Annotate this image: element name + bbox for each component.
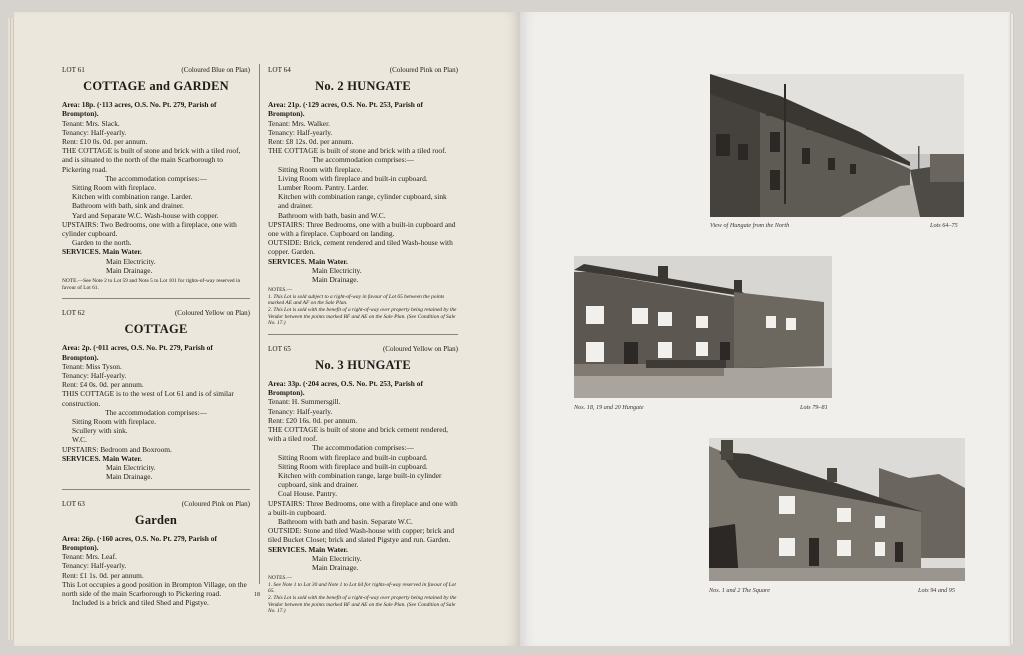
lot-line: Sitting Room with fireplace and built-in cupboard. (278, 461, 428, 471)
lot-note: NOTES.— (268, 287, 293, 294)
lot-notes (268, 575, 458, 615)
photo-lots-3: Lots 94 and 95 (918, 587, 955, 594)
lot-line: SERVICES. Main Water. (268, 256, 348, 266)
lot-line: The accommodation comprises:— (105, 407, 207, 417)
lot-line: UPSTAIRS: Bedroom and Boxroom. (62, 444, 172, 454)
lot-plan-colour: (Coloured Blue on Plan) (181, 66, 250, 74)
lot-block (62, 500, 250, 608)
lot-line: SERVICES. Main Water. (268, 544, 348, 554)
lot-note: 1. See Note 1 to Lot 30 and Note 1 to Lot 64 for rights-of-way reserved in favour of Lot 65. (268, 581, 456, 595)
lot-separator (62, 298, 250, 299)
lot-line: Included is a brick and tiled Shed and Pigstye. (72, 598, 209, 608)
lot-number: LOT 64 (268, 66, 291, 74)
lot-line: Kitchen with combination range, cylinder cupboard, sink and drainer. (278, 192, 447, 211)
lot-line: Bathroom with bath, basin and W.C. (278, 210, 386, 220)
lot-line: Tenancy: Half-yearly. (268, 127, 333, 137)
lot-line: Tenancy: Half-yearly. (62, 371, 127, 381)
lot-line: Area: 26p. (·160 acres, O.S. No. Pt. 279, Parish of Brompton). (62, 533, 217, 552)
lot-line: Area: 18p. (·113 acres, O.S. No. Pt. 279, Parish of Brompton). (62, 100, 217, 119)
lot-line: Rent: £1 1s. 0d. per annum. (62, 570, 144, 580)
lot-line: Area: 2p. (·011 acres, O.S. No. Pt. 279, Parish of Brompton). (62, 343, 213, 362)
column-right (268, 66, 458, 615)
lot-plan-colour: (Coloured Yellow on Plan) (174, 309, 250, 318)
lot-line: Coal House. Pantry. (278, 489, 338, 499)
lot-line: Main Drainage. (106, 472, 153, 482)
lot-line: THE COTTAGE is built of stone and brick with a tiled roof, and is situated to the north of the main Scarborough to Pickering road. (62, 146, 241, 174)
lot-number: LOT 65 (268, 344, 291, 353)
lot-line: Rent: £4 0s. 0d. per annum. (62, 380, 144, 390)
lot-line: Yard and Separate W.C. Wash-house with copper. (72, 210, 219, 220)
lot-block (268, 345, 458, 615)
lot-line: Kitchen with combination range, large built-in cylinder cupboard, sink and drainer. (278, 471, 442, 490)
photo-hungate-18-20 (574, 256, 832, 398)
lot-title: Garden (134, 512, 178, 527)
lot-separator (268, 334, 458, 335)
lot-separator (62, 489, 250, 490)
lot-plan-colour: (Coloured Yellow on Plan) (382, 344, 458, 353)
lot-line: Main Drainage. (312, 275, 359, 285)
page-number: 18 (254, 592, 260, 598)
lot-note: NOTE.—See Note 2 to Lot 59 and Note 5 to Lot 101 for rights-of-way reserved in favour of Lot 61. (62, 278, 241, 291)
lot-header (62, 500, 250, 509)
lot-line: SERVICES. Main Water. (62, 453, 142, 463)
lot-line: Kitchen with combination range. Larder. (72, 192, 193, 202)
lot-title: COTTAGE (124, 322, 188, 337)
lot-line: Area: 33p. (·204 acres, O.S. No. Pt. 253, Parish of Brompton). (268, 379, 423, 398)
lot-line: Sitting Room with fireplace. (278, 164, 363, 174)
lot-line: Sitting Room with fireplace. (72, 183, 157, 193)
photo-hungate-north (710, 74, 964, 217)
column-left (62, 66, 250, 607)
lot-block (62, 66, 250, 291)
lot-line: Living Room with fireplace and built-in cupboard. (278, 173, 428, 183)
lot-line: Rent: £8 12s. 0d. per annum. (268, 137, 354, 147)
lot-header (268, 66, 458, 75)
lot-line: SERVICES. Main Water. (62, 247, 142, 257)
lot-line: The accommodation comprises:— (105, 173, 207, 183)
photo-caption-1: View of Hungate from the North (710, 222, 790, 229)
lot-note: 1. This Lot is sold subject to a right-of-way in favour of Lot 65 between the points marked AE and AF on the Sale Plan. (268, 293, 445, 307)
lot-title: COTTAGE and GARDEN (83, 79, 229, 94)
lot-line: Bathroom with bath, sink and drainer. (72, 201, 184, 211)
lot-line: THE COTTAGE is built of stone and brick with a tiled roof. (268, 146, 447, 156)
page-edges-right (1008, 14, 1014, 644)
lot-line: Main Electricity. (312, 265, 362, 275)
photo-lots-1: Lots 64–75 (930, 222, 958, 229)
lot-line: UPSTAIRS: Three Bedrooms, one with a fireplace and one with a built-in cupboard. (268, 498, 458, 517)
lot-title: No. 2 HUNGATE (315, 79, 411, 94)
lot-line: OUTSIDE: Stone and tiled Wash-house with copper; brick and tiled Bucket Closet; brick and slated Pigstye and run. Garden. (268, 526, 455, 545)
lot-line: Tenancy: Half-yearly. (62, 561, 127, 571)
lot-notes (62, 278, 250, 291)
lot-line: Rent: £20 16s. 0d. per annum. (268, 415, 358, 425)
lot-notes (268, 287, 458, 327)
lot-number: LOT 63 (62, 499, 85, 508)
lot-line: UPSTAIRS: Two Bedrooms, one with a fireplace, one with cylinder cupboard. (62, 219, 237, 239)
lot-line: THIS COTTAGE is to the west of Lot 61 and is of similar construction. (62, 389, 234, 408)
photo-caption-2: Nos. 18, 19 and 20 Hungate (574, 404, 644, 411)
photo-the-square (709, 438, 965, 581)
lot-note: NOTES.— (268, 575, 293, 582)
lot-block (62, 309, 250, 481)
lot-line: Tenancy: Half-yearly. (62, 127, 127, 137)
lot-line: Garden to the north. (72, 238, 132, 248)
lot-line: W.C. (72, 435, 87, 445)
lot-line: Tenancy: Half-yearly. (268, 406, 333, 416)
lot-header (268, 345, 458, 354)
lot-block (268, 66, 458, 327)
lot-line: Bathroom with bath and basin. Separate W.C. (278, 517, 413, 527)
lot-line: This Lot occupies a good position in Brompton Village, on the north side of the main Scarborough to Pickering road. (62, 579, 247, 598)
lot-line: UPSTAIRS: Three Bedrooms, one with a built-in cupboard and one with a fireplace. Cupboard on landing. (268, 219, 456, 239)
lot-line: Main Drainage. (106, 265, 153, 275)
lot-note: 2. This Lot is sold with the benefit of a right-of-way over property being retained by the Vendor between the points marked BF and AE on the Sale Plan. (See Condition of Sale No. 17.) (268, 595, 457, 615)
photo-caption-3: Nos. 1 and 2 The Square (709, 587, 770, 594)
lot-line: Main Drainage. (312, 563, 359, 573)
lot-line: Area: 21p. (·129 acres, O.S. No. Pt. 253, Parish of Brompton). (268, 100, 423, 119)
lot-line: OUTSIDE: Brick, cement rendered and tiled Wash-house with copper. Garden. (268, 238, 453, 257)
lot-line: THE COTTAGE is built of stone and brick cement rendered, with a tiled roof. (268, 425, 449, 444)
lot-line: Main Electricity. (106, 463, 156, 473)
lot-line: Main Electricity. (312, 553, 362, 563)
lot-line: Rent: £10 0s. 0d. per annum. (62, 137, 148, 147)
lot-line: Sitting Room with fireplace and built-in cupboard. (278, 452, 428, 462)
lot-line: Tenant: Mrs. Leaf. (62, 552, 117, 562)
lot-line: The accommodation comprises:— (312, 155, 414, 165)
lot-header (62, 309, 250, 318)
lot-title: No. 3 HUNGATE (315, 358, 411, 373)
photo-lots-2: Lots 79–81 (800, 404, 828, 411)
lot-line: Tenant: Mrs. Slack. (62, 118, 120, 128)
lot-header (62, 66, 250, 75)
lot-line: Tenant: Miss Tyson. (62, 361, 122, 371)
lot-plan-colour: (Coloured Pink on Plan) (181, 499, 250, 508)
lot-line: Scullery with sink. (72, 426, 128, 436)
lot-line: Lumber Room. Pantry. Larder. (278, 183, 369, 193)
lot-line: Sitting Room with fireplace. (72, 417, 157, 427)
column-divider (259, 64, 260, 584)
lot-line: Main Electricity. (106, 256, 156, 266)
lot-plan-colour: (Coloured Pink on Plan) (389, 66, 458, 74)
lot-line: Tenant: H. Summersgill. (268, 397, 341, 407)
lot-number: LOT 61 (62, 66, 85, 74)
lot-number: LOT 62 (62, 309, 85, 318)
lot-note: 2. This Lot is sold with the benefit of a right-of-way over property being retained by the Vendor between the points marked BF and AE on the Sale Plan. (See Condition of Sale No. 17.) (268, 307, 457, 327)
lot-line: Tenant: Mrs. Walker. (268, 118, 330, 128)
lot-line: The accommodation comprises:— (312, 443, 414, 453)
